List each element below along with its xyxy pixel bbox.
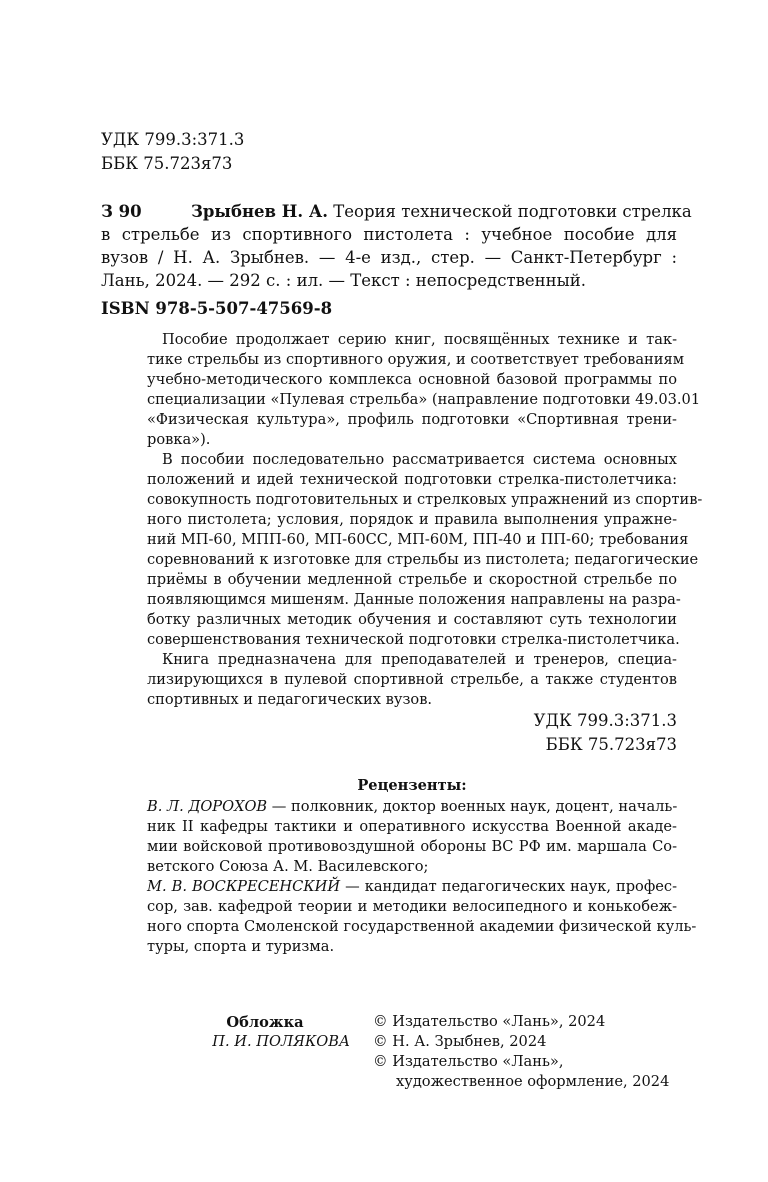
biblio-author: Зрыбнев Н. А. [191, 202, 329, 221]
reviewer-2-first-text: — кандидат педагогических наук, профес- [345, 878, 677, 895]
abstract-p1-line: учебно-методического комплекса основной базовой программы по [147, 371, 677, 388]
bbk-right: ББК 75.723я73 [545, 735, 677, 754]
reviewer-1-line: ник II кафедры тактики и оперативного искусства Военной акаде- [147, 818, 677, 835]
reviewer-1-line: ветского Союза А. М. Василевского; [147, 858, 429, 875]
reviewer-2-line: сор, зав. кафедрой теории и методики велосипедного и конькобеж- [147, 898, 677, 915]
copyright-line: © Н. А. Зрыбнев, 2024 [373, 1033, 547, 1050]
reviewers-heading: Рецензенты: [357, 777, 467, 794]
abstract-p2-line: ний МП-60, МПП-60, МП-60СС, МП-60М, ПП-40 и ПП-60; требования [147, 531, 689, 548]
abstract-p1-line: «Физическая культура», профиль подготовки «Спортивная трени- [147, 411, 677, 428]
copyright-line: © Издательство «Лань», [373, 1053, 564, 1070]
biblio-line-2: в стрельбе из спортивного пистолета : учебное пособие для [101, 225, 677, 244]
abstract-p2-line: В пособии последовательно рассматривается система основных [162, 451, 677, 468]
cover-artist: П. И. ПОЛЯКОВА [212, 1033, 350, 1050]
abstract-p2-line: ботку различных методик обучения и составляют суть технологии [147, 611, 677, 628]
biblio-line-4: Лань, 2024. — 292 с. : ил. — Текст : непосредственный. [101, 271, 587, 290]
copyright-line: © Издательство «Лань», 2024 [373, 1013, 606, 1030]
abstract-p1-line: специализации «Пулевая стрельба» (направление подготовки 49.03.01 [147, 391, 701, 408]
biblio-line-3: вузов / Н. А. Зрыбнев. — 4-е изд., стер. — Санкт-Петербург : [101, 248, 677, 267]
reviewer-2-line: туры, спорта и туризма. [147, 938, 335, 955]
biblio-title-start: Теория технической подготовки стрелка [333, 202, 692, 221]
abstract-p2-line: появляющимся мишеням. Данные положения направлены на разра- [147, 591, 681, 608]
abstract-p2-line: приёмы в обучении медленной стрельбе и скоростной стрельбе по [147, 571, 677, 588]
abstract-p1-line: ровка»). [147, 431, 211, 448]
abstract-p1-line: тике стрельбы из спортивного оружия, и соответствует требованиям [147, 351, 685, 368]
abstract-p3-line: спортивных и педагогических вузов. [147, 691, 433, 708]
abstract-p2-line: положений и идей технической подготовки стрелка-пистолетчика: [147, 471, 677, 488]
bbk-top: ББК 75.723я73 [101, 154, 233, 173]
abstract-p1-line: Пособие продолжает серию книг, посвящённых технике и так- [162, 331, 677, 348]
reviewer-2-name: М. В. ВОСКРЕСЕНСКИЙ [147, 878, 341, 895]
isbn: ISBN 978-5-507-47569-8 [101, 299, 333, 318]
cover-label: Обложка [226, 1014, 304, 1031]
abstract-p2-line: соревнований к изготовке для стрельбы из пистолета; педагогические [147, 551, 699, 568]
author-mark: З 90 [101, 202, 142, 221]
reviewer-2-line: ного спорта Смоленской государственной академии физической куль- [147, 918, 697, 935]
abstract-p2-line: совокупность подготовительных и стрелковых упражнений из спортив- [147, 491, 703, 508]
reviewer-1-line: мии войсковой противовоздушной обороны ВС РФ им. маршала Со- [147, 838, 677, 855]
reviewer-1-first-text: — полковник, доктор военных наук, доцент, началь- [271, 798, 678, 815]
biblio-first-line [191, 201, 692, 223]
abstract-p2-line: ного пистолета; условия, порядок и правила выполнения упражне- [147, 511, 677, 528]
reviewer-1-name: В. Л. ДОРОХОВ [147, 798, 268, 815]
udk-right: УДК 799.3:371.3 [533, 711, 677, 730]
abstract-p3-line: лизирующихся в пулевой спортивной стрельбе, а также студентов [147, 671, 677, 688]
biblio-line-1 [191, 201, 692, 223]
copyright-line: художественное оформление, 2024 [396, 1073, 670, 1090]
abstract-p2-line: совершенствования технической подготовки стрелка-пистолетчика. [147, 631, 680, 648]
abstract-p3-line: Книга предназначена для преподавателей и тренеров, специа- [162, 651, 677, 668]
reviewer-1-first-line [147, 797, 677, 817]
reviewer-2-first-line [147, 877, 677, 897]
udk-top: УДК 799.3:371.3 [101, 130, 245, 149]
